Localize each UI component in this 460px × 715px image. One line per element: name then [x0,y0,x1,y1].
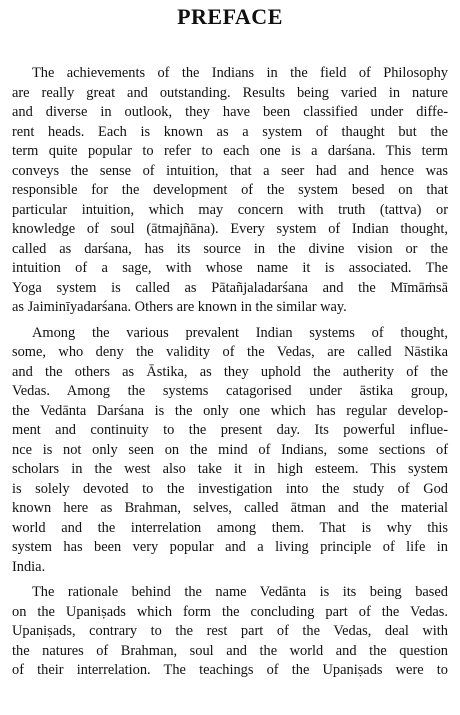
text-line: are really great and outstanding. Results being varied in nature [12,84,448,101]
text-line: particular intuition, which may concern with truth (tattva) or [12,201,448,218]
text-line: some, who deny the validity of the Vedas, are called Nāstika [12,344,448,360]
text-line: known here as Brahman, selves, called ātman and the material [12,500,448,516]
text-line: rent heads. Each is known as a system of thaught but the [12,123,448,140]
paragraph-1 [12,64,448,318]
text-line: term quite popular to refer to each one is a darśana. This term [12,143,448,159]
text-line: Vedas. Among the systems catagorised under āstika group, [12,383,448,399]
text-line: Among the various prevalent Indian systems of thought, [32,324,448,341]
text-line: conveys the sense of intuition, that a seer had and hence was [12,162,448,179]
text-line: and diverse in outlook, they have been classified under diffe- [12,104,448,120]
text-line: India. [12,558,46,575]
text-line: on the Upaniṣads which form the concluding part of the Vedas. [12,603,448,620]
text-line: The rationale behind the name Vedānta is its being based [32,584,448,600]
text-line: called as darśana, has its source in the divine vision or the [12,240,448,257]
text-line: as Jaiminīyadarśana. Others are known in the similar way. [12,299,347,315]
paragraph-3 [12,583,448,681]
text-line: is solely devoted to the investigation into the study of God [12,480,448,497]
page-title: PREFACE [177,4,283,29]
text-line: of their interrelation. The teachings of the Upaniṣads were to [12,662,448,678]
text-line: the natures of Brahman, soul and the world and the question [12,642,448,659]
text-line: scholars in the west also take it in high esteem. This system [12,461,448,477]
text-line: The achievements of the Indians in the field of Philosophy [32,65,448,81]
text-line: the Vedānta Darśana is the only one which has regular develop- [12,402,448,419]
text-line: and the others as Āstika, as they uphold the autherity of the [12,363,448,380]
text-line: Upaniṣads, contrary to the rest part of the Vedas, deal with [12,623,448,639]
text-line: world and the interrelation among them. That is why this [12,519,448,536]
text-line: ment and continuity to the present day. Its powerful influe- [12,422,448,438]
text-line: system has been very popular and a living principle of life in [12,539,448,555]
text-line: responsible for the development of the system besed on that [12,182,448,198]
text-line: Yoga system is called as Pātañjaladarśana and the Mīmāṁsā [12,279,448,296]
text-line: intuition of a sage, with whose name it is associated. The [12,260,448,276]
text-line: nce is not only seen on the mind of Indians, some sections of [12,441,448,458]
text-line: knowledge of soul (ātmajñāna). Every system of Indian thought, [12,221,448,237]
paragraph-2 [12,324,448,578]
